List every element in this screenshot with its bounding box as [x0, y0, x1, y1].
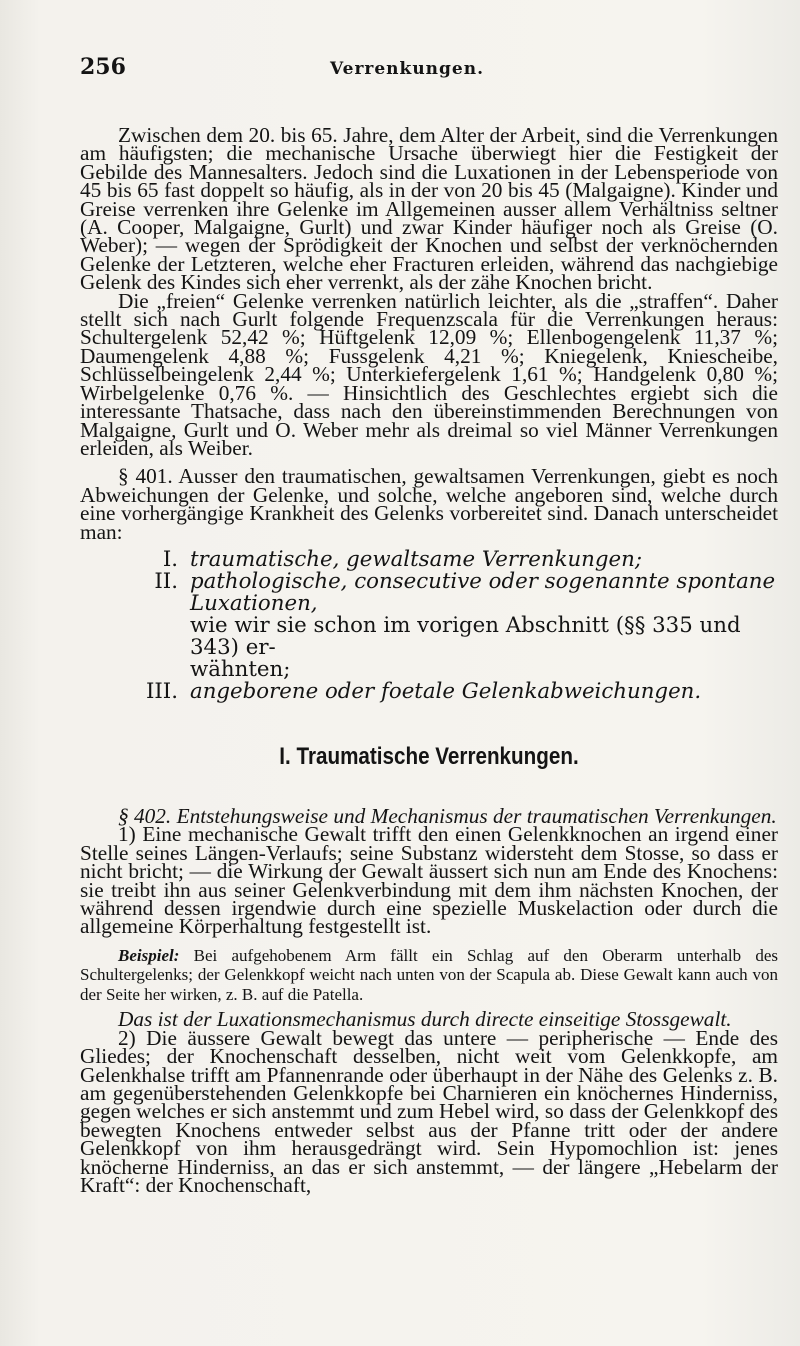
- list-item: [80, 568, 778, 616]
- section-text-cont: [80, 1007, 778, 1197]
- classification-list: [80, 546, 778, 704]
- paragraph-mechanism-1: 1) Eine mechanische Gewalt trifft den einen Gelenkknochen an irgend einer Stelle seines Längen-Verlaufs; seine Substanz widersteht dem Stosse, so dass er nicht bricht; — die Wirkung der Gewalt äussert sich nun am Ende des Knochens: sie treibt ihn aus seiner Gelenkverbindung mit dem ihm nächsten Knochen, der während dessen irgendwie durch eine spezielle Muskelaction oder durch die allgemeine Körperhaltung festgestellt ist.: [80, 822, 778, 939]
- running-head: [80, 54, 778, 88]
- list-text: pathologische, consecutive oder sogenannte spontane Luxationen,: [190, 568, 776, 616]
- paragraph-direct-force-text: Das ist der Luxationsmechanismus durch directe einseitige Stossgewalt.: [118, 1007, 732, 1032]
- subsection-title: § 402. Entstehungsweise und Mechanismus der traumatischen Verrenkungen.: [118, 803, 777, 828]
- list-continuation: wähnten;: [190, 656, 291, 682]
- list-number: I.: [162, 546, 178, 572]
- example-label: Beispiel:: [118, 945, 180, 965]
- main-text: [80, 123, 778, 544]
- example-text: Bei aufgehobenem Arm fällt ein Schlag auf den Oberarm unterhalb des Schultergelenks; der Gelenkkopf weicht nach unten von der Scapula ab. Diese Gewalt kann auch von der Seite her wirken, z. B. auf die Patella.: [80, 945, 779, 1004]
- section-text: [80, 803, 778, 939]
- list-text: traumatische, gewaltsame Verrenkungen;: [190, 546, 643, 572]
- paragraph-joint-frequency: Die „freien“ Gelenke verrenken natürlich leichter, als die „straffen“. Daher stellt sich nach Gurlt folgende Frequenzscala für die Verrenkungen heraus: Schultergelenk 52,42 %; Hüftgelenk 12,09 %; Ellenbogengelenk 11,37 %; Daumengelenk 4,88 %; Fussgelenk 4,21 %; Kniegelenk, Kniescheibe, Schlüsselbeingelenk 2,44 %; Unterkiefergelenk 1,61 %; Handgelenk 0,80 %; Wirbelgelenke 0,76 %. — Hinsichtlich des Geschlechtes ergiebt sich die interessante Thatsache, dass nach den übereinstimmenden Berechnungen von Malgaigne, Gurlt und O. Weber mehr als dreimal so viel Männer Verrenkungen erleiden, als Weiber.: [80, 288, 778, 460]
- list-number: III.: [145, 678, 178, 704]
- list-item: [80, 678, 778, 704]
- list-number: II.: [154, 568, 178, 594]
- list-text: angeborene oder foetale Gelenkabweichungen.: [190, 678, 702, 704]
- paragraph-401: § 401. Ausser den traumatischen, gewaltsamen Verrenkungen, giebt es noch Abweichungen der Gelenke, und solche, welche angeboren sind, welche durch eine vorhergängige Krankheit des Gelenks vorbereitet sind. Danach unterscheidet man:: [80, 464, 778, 544]
- example-note: [80, 946, 778, 1005]
- paragraph-age-frequency: Zwischen dem 20. bis 65. Jahre, dem Alter der Arbeit, sind die Verrenkungen am häufigsten; die mechanische Ursache überwiegt hier die Festigkeit der Gebilde des Mannesalters. Jedoch sind die Luxationen in der Lebensperiode von 45 bis 65 fast doppelt so häufig, als in der von 20 bis 45 (Malgaigne). Kinder und Greise verrenken ihre Gelenke im Allgemeinen ausser allem Verhältniss seltner (A. Cooper, Malgaigne, Gurlt) und zwar Kinder häufiger noch als Greise (O. Weber); — wegen der Sprödigkeit der Knochen und selbst der verknöchernden Gelenke der Letzteren, welche eher Fracturen erleiden, während das nachgiebige Gelenk des Kindes sich eher verrenkt, als der zähe Knochen bricht.: [80, 123, 778, 295]
- section-heading: I. Traumatische Verrenkungen.: [279, 742, 579, 770]
- list-item: [80, 546, 778, 572]
- running-title: Verrenkungen.: [330, 59, 485, 79]
- paragraph-mechanism-2: 2) Die äussere Gewalt bewegt das untere — peripherische — Ende des Gliedes; der Knochenschaft desselben, nicht weit vom Gelenkkopfe, am Gelenkhalse trifft am Pfannenrande oder überhaupt in der Nähe des Gelenks z. B. am gegenüberstehenden Gelenkkopfe bei Charnieren ein knöchernes Hinderniss, gegen welches er sich anstemmt und zum Hebel wird, so dass der Gelenkkopf des bewegten Knochens entweder selbst aus der Pfanne tritt oder der andere Gelenkkopf von ihm herausgedrängt wird. Sein Hypomochlion ist: jenes knöcherne Hinderniss, an das er sich anstemmt, — der längere „Hebelarm der Kraft“: der Knochenschaft,: [80, 1025, 778, 1197]
- list-continuation: wie wir sie schon im vorigen Abschnitt (§§ 335 und 343) er-: [190, 612, 741, 660]
- page-number: 256: [80, 54, 126, 80]
